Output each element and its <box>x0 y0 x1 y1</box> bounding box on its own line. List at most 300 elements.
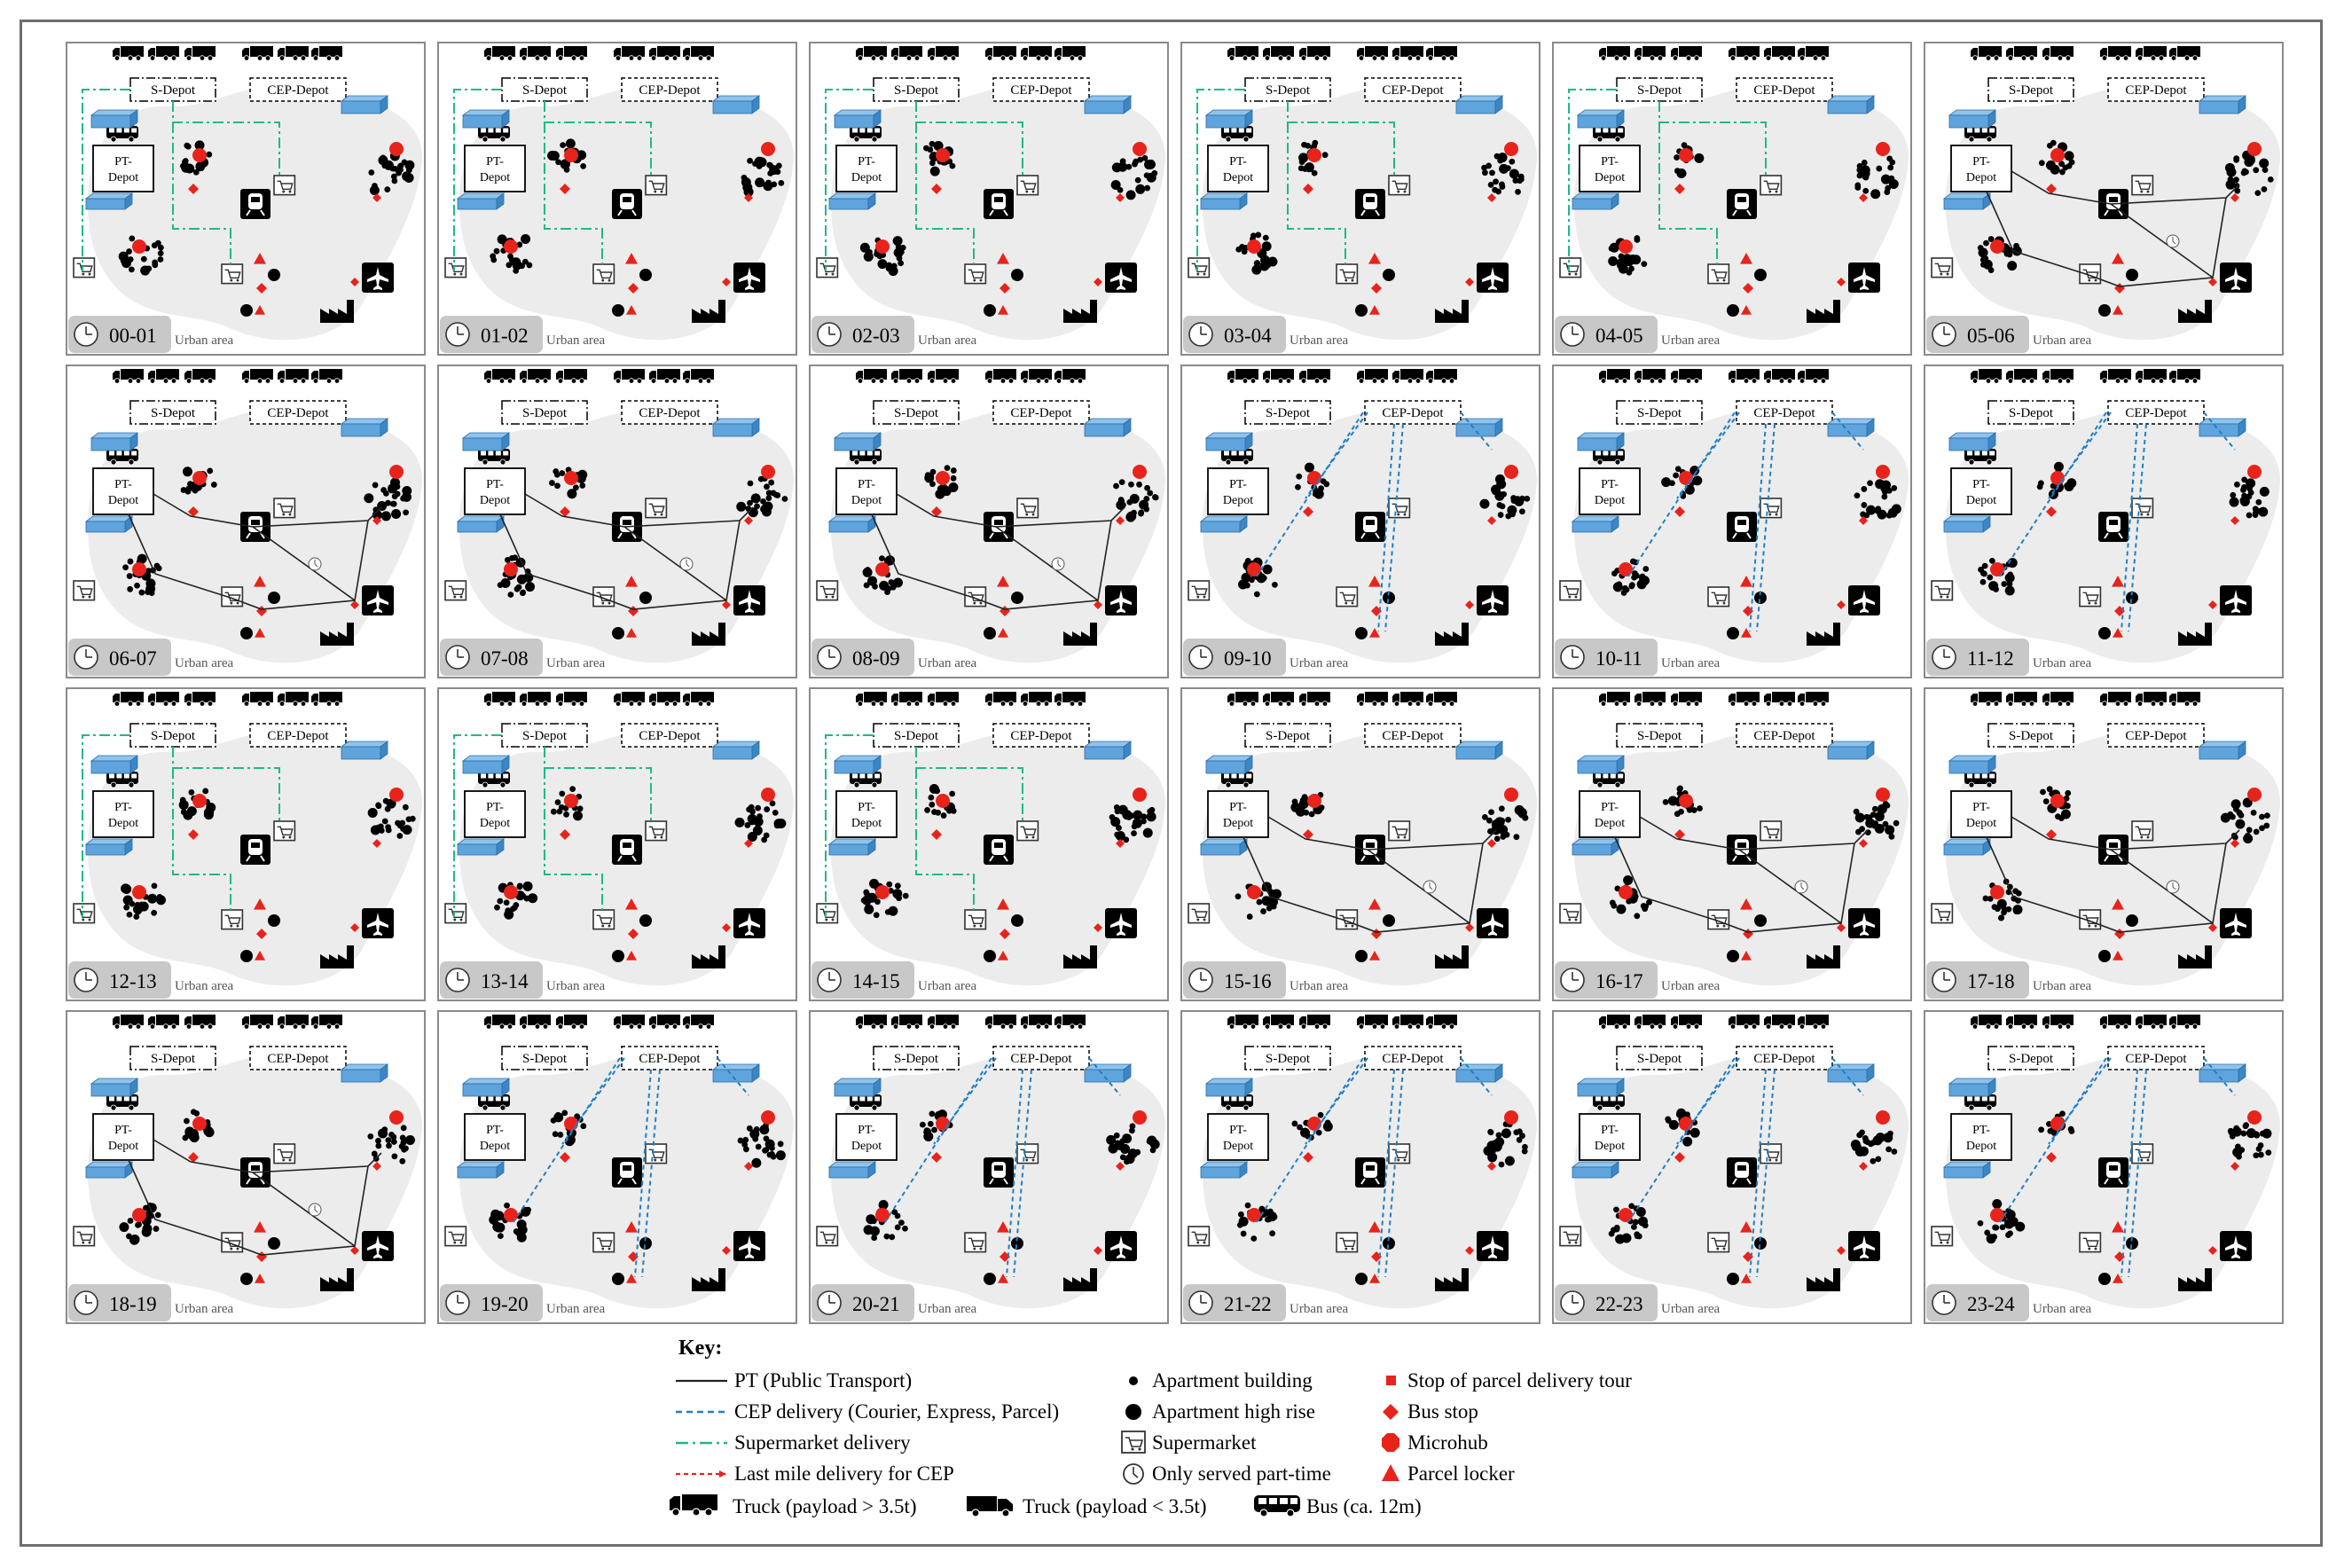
apartment-icon <box>2007 1230 2013 1236</box>
airport-icon <box>733 263 765 293</box>
truck-icon <box>1263 692 1294 706</box>
container-icon <box>1085 96 1131 114</box>
apartment-icon <box>2228 176 2234 183</box>
apartment-icon <box>119 252 129 262</box>
apartment-icon <box>1300 1128 1310 1138</box>
truck-icon <box>1426 692 1457 706</box>
pt-depot-box <box>1208 1114 1268 1160</box>
panel-06-07 <box>67 365 425 678</box>
pt-depot-box <box>836 468 897 514</box>
truck-icon <box>985 692 1016 706</box>
depot-label: S-Depot <box>151 83 195 98</box>
truck-icon <box>278 46 309 60</box>
supermarket-icon <box>817 258 837 278</box>
apartment-icon <box>1505 1156 1515 1165</box>
apartment-high-rise-icon <box>1876 1110 1890 1125</box>
airport-icon <box>1105 263 1137 293</box>
apartment-icon <box>1241 1231 1247 1237</box>
pt-depot-label: PT- <box>1972 155 1990 169</box>
panel-01-02 <box>438 43 796 355</box>
truck-icon <box>1054 369 1086 383</box>
time-label: 05-06 <box>1967 325 2015 347</box>
truck-icon <box>242 46 273 60</box>
depot-label: S-Depot <box>522 729 567 743</box>
train-station-icon <box>240 189 270 219</box>
apartment-icon <box>368 808 378 818</box>
apartment-icon <box>1124 1158 1130 1164</box>
apartment-icon <box>889 579 895 585</box>
truck-icon <box>985 1015 1016 1029</box>
urban-area-label: Urban area <box>918 656 977 670</box>
apartment-high-rise-icon <box>564 148 578 162</box>
container-icon <box>91 110 137 128</box>
apartment-high-rise-icon <box>1504 788 1518 802</box>
apartment-icon <box>1666 1117 1672 1124</box>
apartment-high-rise-icon <box>132 1208 146 1222</box>
truck-icon <box>1263 46 1294 60</box>
apartment-icon <box>137 554 147 564</box>
apartment-icon <box>392 1153 398 1159</box>
apartment-icon <box>507 254 513 260</box>
apartment-icon <box>2253 1152 2259 1158</box>
apartment-icon <box>1622 1234 1632 1243</box>
apartment-icon <box>1257 899 1263 906</box>
apartment-icon <box>185 144 192 150</box>
airport-icon <box>1105 1231 1137 1261</box>
apartment-icon <box>2243 1122 2249 1128</box>
pt-depot-label: Depot <box>1222 494 1254 507</box>
apartment-icon <box>2230 814 2236 820</box>
urban-area-label: Urban area <box>918 979 977 993</box>
apartment-icon <box>1509 169 1519 178</box>
truck-icon <box>311 46 342 60</box>
pt-depot-label: PT- <box>1601 1124 1619 1137</box>
depot-label: CEP-Depot <box>267 1052 329 1066</box>
apartment-icon <box>889 1234 895 1240</box>
truck-icon <box>1021 1015 1052 1029</box>
apartment-icon <box>579 482 585 489</box>
apartment-icon <box>564 167 570 173</box>
apartment-icon <box>760 498 766 505</box>
apartment-icon <box>525 582 535 592</box>
apartment-icon <box>1625 256 1635 266</box>
apartment-icon <box>1272 582 1278 588</box>
apartment-icon <box>2246 513 2253 519</box>
apartment-icon <box>2046 161 2056 170</box>
supermarket-icon <box>1389 498 1409 518</box>
panel-09-10 <box>1181 365 1540 678</box>
apartment-icon <box>1875 506 1881 512</box>
apartment-icon <box>1875 479 1885 489</box>
apartment-icon <box>386 1142 392 1149</box>
apartment-high-rise-icon <box>2247 465 2262 479</box>
panel-22-23 <box>1553 1011 1911 1323</box>
apartment-icon <box>949 791 955 797</box>
container-icon <box>829 1162 875 1178</box>
pt-depot-label: Depot <box>1965 494 1997 507</box>
apartment-high-rise-icon <box>192 794 207 808</box>
supermarket-icon <box>2080 1233 2100 1252</box>
pt-depot-box <box>1580 145 1640 192</box>
apartment-icon <box>569 786 576 792</box>
apartment-icon <box>1493 178 1499 184</box>
apartment-icon <box>490 1210 500 1219</box>
container-icon <box>91 756 137 773</box>
truck-icon <box>2136 1015 2167 1029</box>
apartment-high-rise-icon <box>639 914 652 927</box>
airport-icon <box>2220 585 2252 615</box>
truck-light-icon <box>967 1496 1013 1517</box>
depot-label: CEP-Depot <box>2125 83 2187 98</box>
apartment-icon <box>762 1148 768 1154</box>
apartment-icon <box>1861 165 1870 175</box>
pt-depot-label: Depot <box>1965 171 1997 184</box>
apartment-icon <box>1517 177 1523 184</box>
apartment-high-rise-icon <box>1355 1273 1368 1285</box>
apartment-high-rise-icon <box>268 592 280 604</box>
apartment-icon <box>516 584 522 591</box>
depot-label: CEP-Depot <box>639 729 701 743</box>
truck-icon <box>2042 692 2074 706</box>
urban-area-label: Urban area <box>546 656 606 670</box>
apartment-icon <box>902 1226 908 1232</box>
truck-icon <box>311 369 342 383</box>
apartment-icon <box>769 1145 775 1151</box>
apartment-icon <box>1856 1132 1862 1138</box>
apartment-icon <box>1870 1158 1876 1164</box>
time-label: 16-17 <box>1595 970 1643 992</box>
supermarket-icon <box>1337 264 1357 284</box>
depot-label: S-Depot <box>1637 83 1682 98</box>
apartment-icon <box>752 1136 758 1142</box>
apartment-icon <box>406 816 412 822</box>
truck-icon <box>683 46 714 60</box>
time-label: 09-10 <box>1224 647 1272 670</box>
panel-08-09 <box>810 365 1168 678</box>
apartment-icon <box>181 809 187 815</box>
supermarket-icon <box>2080 264 2100 284</box>
pt-depot-box <box>1208 791 1268 837</box>
apartment-high-rise-icon <box>2050 148 2065 162</box>
apartment-icon <box>554 482 561 489</box>
apartment-icon <box>1302 794 1308 800</box>
urban-area-label: Urban area <box>2033 1302 2092 1316</box>
container-icon <box>713 419 759 436</box>
truck-icon <box>520 692 551 706</box>
legend-label-supermarket-delivery: Supermarket delivery <box>734 1431 911 1454</box>
apartment-icon <box>879 555 885 561</box>
supermarket-icon <box>1708 264 1729 284</box>
apartment-icon <box>403 509 409 515</box>
apartment-icon <box>764 806 770 812</box>
container-icon <box>1201 839 1247 855</box>
apartment-high-rise-icon <box>240 627 253 639</box>
pt-depot-box <box>93 468 153 514</box>
apartment-icon <box>2230 492 2236 498</box>
apartment-icon <box>1870 189 1880 199</box>
truck-icon <box>2100 692 2131 706</box>
apartment-icon <box>1888 508 1898 518</box>
apartment-icon <box>1875 824 1885 834</box>
apartment-icon <box>2066 478 2076 488</box>
apartment-icon <box>736 502 746 512</box>
truck-icon <box>1671 1015 1702 1029</box>
apartment-icon <box>1123 836 1129 843</box>
train-station-icon <box>612 1157 642 1188</box>
apartment-icon <box>1868 1141 1874 1147</box>
apartment-icon <box>1499 1162 1505 1168</box>
supermarket-icon <box>1708 910 1729 929</box>
part-time-clock-icon <box>2167 881 2179 893</box>
truck-icon <box>148 46 179 60</box>
apartment-icon <box>2001 581 2007 587</box>
apartment-icon <box>511 257 521 267</box>
pt-depot-label: Depot <box>479 171 511 184</box>
truck-icon <box>520 1015 551 1029</box>
apartment-icon <box>1291 1121 1297 1127</box>
time-label: 23-24 <box>1967 1293 2015 1315</box>
apartment-icon <box>401 1147 407 1153</box>
truck-icon <box>184 46 216 60</box>
truck-icon <box>148 692 179 706</box>
supermarket-icon <box>222 264 242 284</box>
apartment-icon <box>2241 493 2247 499</box>
apartment-icon <box>1640 574 1646 580</box>
apartment-icon <box>1129 1127 1135 1133</box>
apartment-high-rise-icon <box>1355 304 1368 317</box>
apartment-icon <box>888 906 898 916</box>
truck-icon <box>1426 46 1457 60</box>
truck-icon <box>1971 46 2002 60</box>
apartment-icon <box>1987 575 1993 581</box>
depot-label: CEP-Depot <box>1382 83 1444 98</box>
apartment-icon <box>528 893 537 903</box>
train-station-icon <box>1727 512 1757 542</box>
pt-depot-label: PT- <box>486 1124 504 1137</box>
depot-label: CEP-Depot <box>1753 83 1815 98</box>
apartment-icon <box>1305 463 1314 473</box>
supermarket-icon <box>1188 581 1209 600</box>
apartment-high-rise-icon <box>1133 465 1147 479</box>
apartment-icon <box>1515 496 1521 502</box>
part-time-clock-icon <box>309 558 321 570</box>
apartment-icon <box>1126 814 1133 820</box>
apartment-icon <box>771 490 777 497</box>
truck-icon <box>928 692 959 706</box>
apartment-icon <box>1855 829 1862 835</box>
time-label: 10-11 <box>1595 647 1642 670</box>
apartment-icon <box>390 478 400 488</box>
apartment-high-rise-icon <box>1727 1273 1739 1285</box>
pt-depot-label: Depot <box>1594 817 1626 830</box>
apartment-icon <box>951 475 957 482</box>
apartment-icon <box>380 155 387 161</box>
apartment-icon <box>931 1127 937 1133</box>
truck-icon <box>614 692 645 706</box>
apartment-icon <box>2238 812 2245 819</box>
depot-label: S-Depot <box>2009 83 2053 98</box>
apartment-icon <box>1626 270 1632 276</box>
pt-depot-label: Depot <box>107 171 139 184</box>
airport-icon <box>1848 585 1880 615</box>
apartment-icon <box>891 263 898 270</box>
apartment-icon <box>1885 825 1894 835</box>
apartment-icon <box>495 1227 501 1233</box>
truck-icon <box>2006 369 2037 383</box>
apartment-icon <box>372 183 378 189</box>
apartment-icon <box>772 810 779 816</box>
truck-icon <box>1426 369 1457 383</box>
legend-item-last-mile <box>676 1462 954 1485</box>
depot-label: S-Depot <box>522 406 567 420</box>
urban-area-label: Urban area <box>546 1302 606 1316</box>
apartment-icon <box>183 466 192 476</box>
apartment-high-rise-icon <box>936 471 950 485</box>
pt-depot-label: PT- <box>486 155 504 169</box>
apartment-icon <box>2248 490 2254 496</box>
apartment-icon <box>864 583 870 589</box>
apartment-icon <box>2003 245 2010 251</box>
apartment-high-rise-icon <box>984 950 996 962</box>
container-icon <box>463 1078 509 1096</box>
apartment-icon <box>1150 1147 1156 1153</box>
apartment-icon <box>1487 1129 1493 1135</box>
panel-15-16 <box>1181 688 1540 1000</box>
apartment-icon <box>380 487 387 493</box>
apartment-icon <box>364 493 373 503</box>
apartment-icon <box>927 146 933 153</box>
depot-label: S-Depot <box>1266 406 1310 420</box>
airport-icon <box>1105 908 1137 938</box>
container-icon <box>458 516 504 532</box>
apartment-icon <box>864 890 870 897</box>
apartment-icon <box>877 253 883 259</box>
apartment-icon <box>930 167 940 176</box>
container-icon <box>829 516 875 532</box>
apartment-icon <box>157 894 163 900</box>
truck-icon <box>2169 1015 2200 1029</box>
apartment-icon <box>181 163 191 173</box>
apartment-icon <box>580 163 586 169</box>
apartment-icon <box>1119 479 1125 485</box>
apartment-icon <box>1131 830 1137 836</box>
apartment-icon <box>549 480 555 486</box>
urban-area-label: Urban area <box>546 979 606 993</box>
truck-icon <box>556 692 587 706</box>
apartment-icon <box>1515 189 1521 195</box>
legend-item-pt <box>676 1369 912 1392</box>
pt-depot-label: Depot <box>1222 817 1254 830</box>
container-icon <box>1828 96 1874 114</box>
apartment-icon <box>1987 1234 1996 1243</box>
apartment-icon <box>886 882 892 888</box>
apartment-icon <box>404 161 414 170</box>
apartment-icon <box>874 912 880 918</box>
apartment-icon <box>1238 1211 1244 1218</box>
apartment-icon <box>1517 1137 1523 1143</box>
truck-icon <box>278 1015 309 1029</box>
pt-depot-label: PT- <box>114 801 132 814</box>
apartment-icon <box>129 1235 139 1245</box>
container-icon <box>1578 433 1624 451</box>
truck-icon <box>1357 1015 1388 1029</box>
truck-icon <box>649 692 680 706</box>
apartment-high-rise-icon <box>875 885 890 899</box>
supermarket-icon <box>2132 821 2152 841</box>
apartment-icon <box>141 256 147 263</box>
legend-label-parcel-locker: Parcel locker <box>1407 1462 1515 1485</box>
apartment-icon <box>1697 805 1703 811</box>
apartment-icon <box>129 266 135 272</box>
pt-depot-label: Depot <box>851 171 882 184</box>
apartment-icon <box>558 1132 564 1138</box>
apartment-icon <box>193 1110 200 1117</box>
apartment-icon <box>1486 818 1493 824</box>
apartment-icon <box>1109 814 1116 820</box>
supermarket-icon <box>74 904 94 923</box>
container-icon <box>463 433 509 451</box>
apartment-icon <box>127 586 133 592</box>
apartment-icon <box>2007 261 2017 270</box>
truck-icon <box>184 692 216 706</box>
depot-label: S-Depot <box>894 406 938 420</box>
truck-icon <box>311 1015 342 1029</box>
pt-depot-label: PT- <box>114 1124 132 1137</box>
legend-label-truck-heavy: Truck (payload > 3.5t) <box>733 1495 917 1517</box>
apartment-high-rise-icon <box>268 914 280 927</box>
apartment-icon <box>1523 815 1529 821</box>
apartment-high-rise-icon <box>1247 885 1261 899</box>
airport-icon <box>1105 585 1137 615</box>
container-icon <box>835 756 881 773</box>
truck-icon <box>2136 692 2167 706</box>
truck-icon <box>856 369 887 383</box>
apartment-icon <box>1136 482 1142 488</box>
truck-icon <box>184 369 216 383</box>
truck-icon <box>891 692 922 706</box>
container-icon <box>86 193 132 209</box>
time-label: 08-09 <box>852 647 900 670</box>
supermarket-icon <box>817 1227 837 1246</box>
apartment-high-rise-icon <box>2050 794 2065 808</box>
truck-icon <box>113 46 144 60</box>
apartment-icon <box>1263 564 1273 574</box>
supermarket-icon <box>1932 1227 1952 1246</box>
apartment-high-rise-icon <box>132 562 146 576</box>
apartment-high-rise-icon <box>268 269 280 281</box>
truck-icon <box>1299 46 1330 60</box>
apartment-high-rise-icon <box>936 148 950 162</box>
depot-label: S-Depot <box>2009 729 2053 743</box>
truck-icon <box>1263 1015 1294 1029</box>
apartment-icon <box>1664 478 1670 484</box>
apartment-icon <box>746 806 752 812</box>
apartment-icon <box>2240 1131 2246 1137</box>
supermarket-icon <box>1932 581 1952 600</box>
apartment-icon <box>1249 576 1255 583</box>
urban-area-label: Urban area <box>1661 656 1721 670</box>
airport-icon <box>2220 263 2252 293</box>
truck-icon <box>1798 1015 1829 1029</box>
truck-icon <box>1671 692 1702 706</box>
apartment-icon <box>188 789 194 796</box>
apartment-high-rise-icon <box>984 627 996 639</box>
apartment-icon <box>1323 1122 1333 1132</box>
time-label: 04-05 <box>1595 325 1643 347</box>
apartment-icon <box>147 894 157 904</box>
truck-icon <box>1635 1015 1666 1029</box>
apartment-high-rise-icon <box>639 592 652 604</box>
